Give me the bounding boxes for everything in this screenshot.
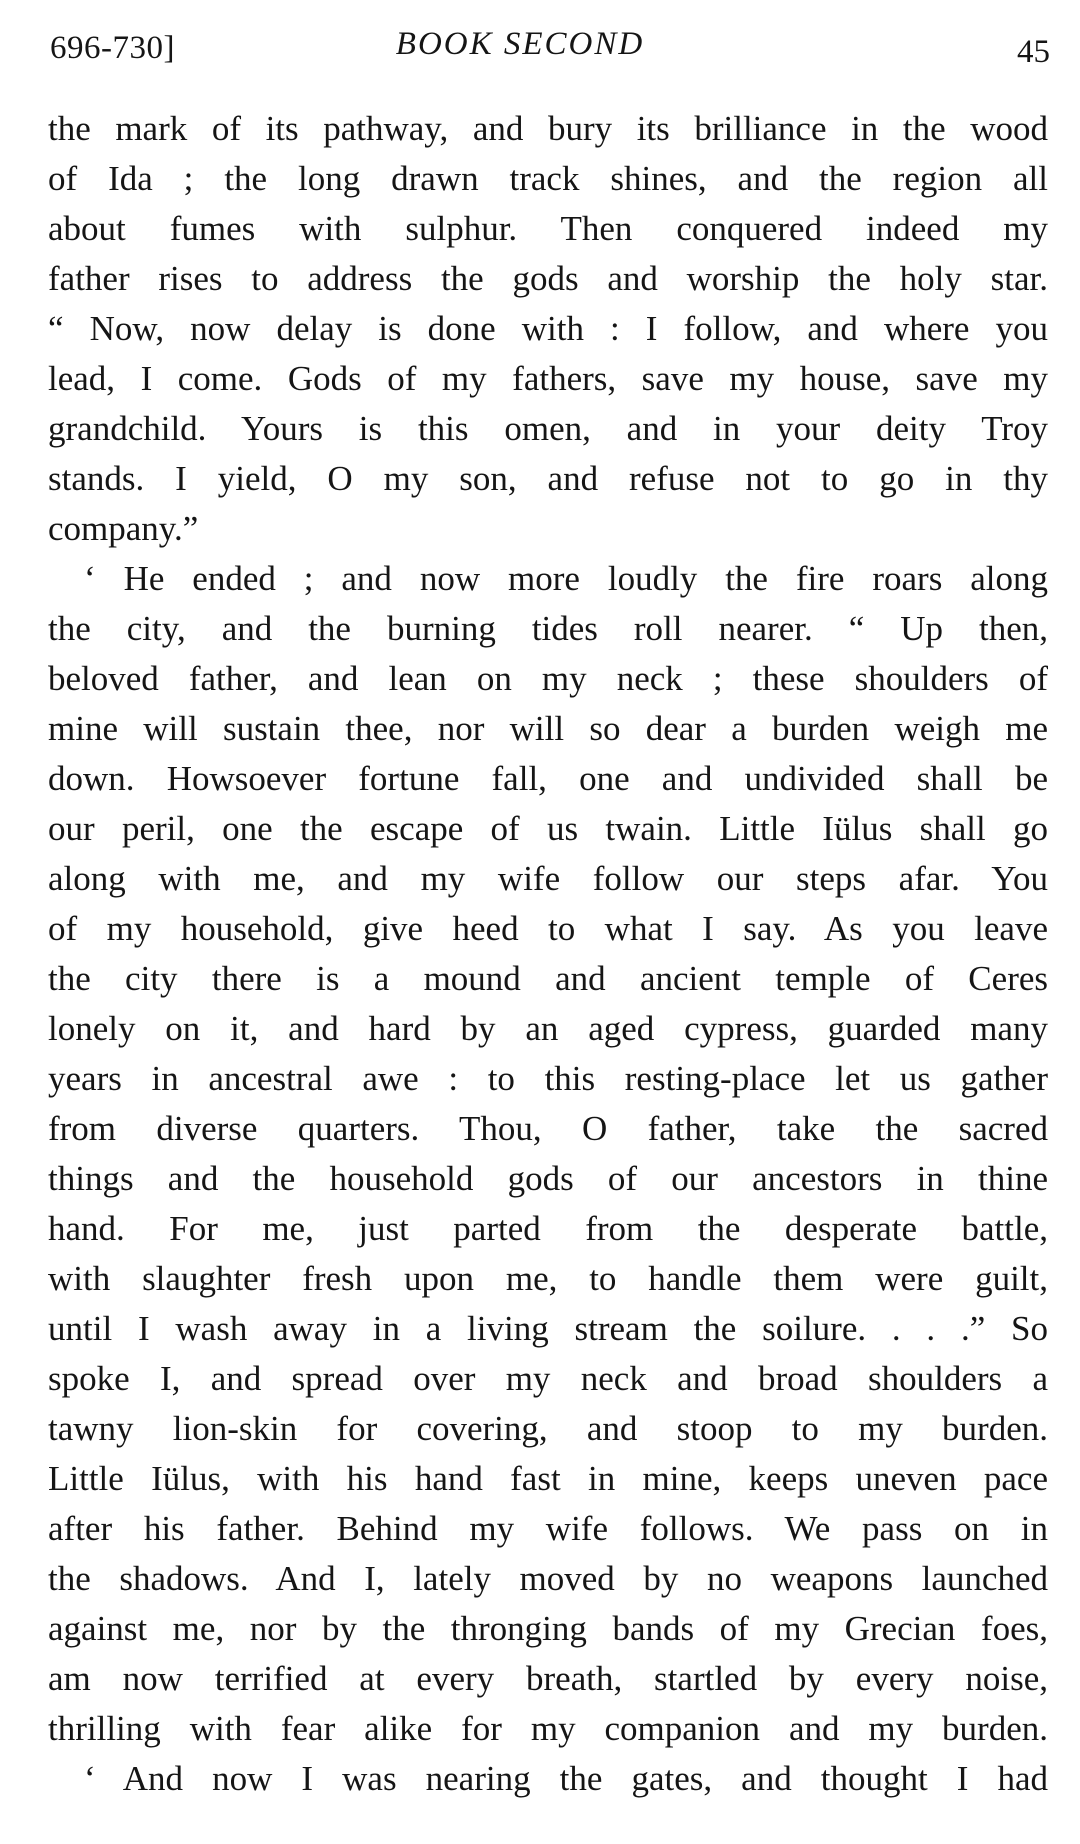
book-title: BOOK SECOND bbox=[395, 26, 645, 62]
text-line: of Ida ; the long drawn track shines, and the region all bbox=[48, 159, 1048, 198]
text-line: tawny lion-skin for covering, and stoop to my burden. bbox=[48, 1409, 1048, 1448]
text-line: am now terrified at every breath, startled by every noise, bbox=[48, 1659, 1048, 1698]
text-line: mine will sustain thee, nor will so dear a burden weigh me bbox=[48, 709, 1048, 748]
paragraph-start-line: ‘ And now I was nearing the gates, and thought I had bbox=[84, 1759, 1048, 1798]
running-head bbox=[50, 26, 1050, 74]
text-line: of my household, give heed to what I say. As you leave bbox=[48, 909, 1048, 948]
text-line: things and the household gods of our ancestors in thine bbox=[48, 1159, 1048, 1198]
text-line: about fumes with sulphur. Then conquered indeed my bbox=[48, 209, 1048, 248]
page-number: 45 bbox=[1017, 34, 1050, 70]
text-line: our peril, one the escape of us twain. Little Iülus shall go bbox=[48, 809, 1048, 848]
body-text bbox=[48, 104, 1048, 1804]
text-line: thrilling with fear alike for my companion and my burden. bbox=[48, 1709, 1048, 1748]
text-line: after his father. Behind my wife follows. We pass on in bbox=[48, 1509, 1048, 1548]
text-line: years in ancestral awe : to this resting-place let us gather bbox=[48, 1059, 1048, 1098]
paragraph-start-line: ‘ He ended ; and now more loudly the fire roars along bbox=[84, 559, 1048, 598]
text-line: along with me, and my wife follow our steps afar. You bbox=[48, 859, 1048, 898]
text-line: the mark of its pathway, and bury its brilliance in the wood bbox=[48, 109, 1048, 148]
text-line: company.” bbox=[48, 509, 199, 548]
text-line: lonely on it, and hard by an aged cypress, guarded many bbox=[48, 1009, 1048, 1048]
text-line: stands. I yield, O my son, and refuse not to go in thy bbox=[48, 459, 1048, 498]
text-line: lead, I come. Gods of my fathers, save my house, save my bbox=[48, 359, 1048, 398]
text-line: from diverse quarters. Thou, O father, take the sacred bbox=[48, 1109, 1048, 1148]
text-line: the shadows. And I, lately moved by no weapons launched bbox=[48, 1559, 1048, 1598]
line-range: 696-730] bbox=[50, 30, 175, 66]
text-line: spoke I, and spread over my neck and broad shoulders a bbox=[48, 1359, 1048, 1398]
text-line: until I wash away in a living stream the soilure. . . .” So bbox=[48, 1309, 1048, 1348]
text-line: the city there is a mound and ancient temple of Ceres bbox=[48, 959, 1048, 998]
text-line: “ Now, now delay is done with : I follow, and where you bbox=[48, 309, 1048, 348]
text-line: grandchild. Yours is this omen, and in your deity Troy bbox=[48, 409, 1048, 448]
text-line: Little Iülus, with his hand fast in mine, keeps uneven pace bbox=[48, 1459, 1048, 1498]
text-line: down. Howsoever fortune fall, one and undivided shall be bbox=[48, 759, 1048, 798]
text-line: the city, and the burning tides roll nearer. “ Up then, bbox=[48, 609, 1048, 648]
text-line: beloved father, and lean on my neck ; these shoulders of bbox=[48, 659, 1048, 698]
text-line: hand. For me, just parted from the desperate battle, bbox=[48, 1209, 1048, 1248]
text-line: with slaughter fresh upon me, to handle them were guilt, bbox=[48, 1259, 1048, 1298]
text-line: father rises to address the gods and worship the holy star. bbox=[48, 259, 1048, 298]
text-line: against me, nor by the thronging bands of my Grecian foes, bbox=[48, 1609, 1048, 1648]
